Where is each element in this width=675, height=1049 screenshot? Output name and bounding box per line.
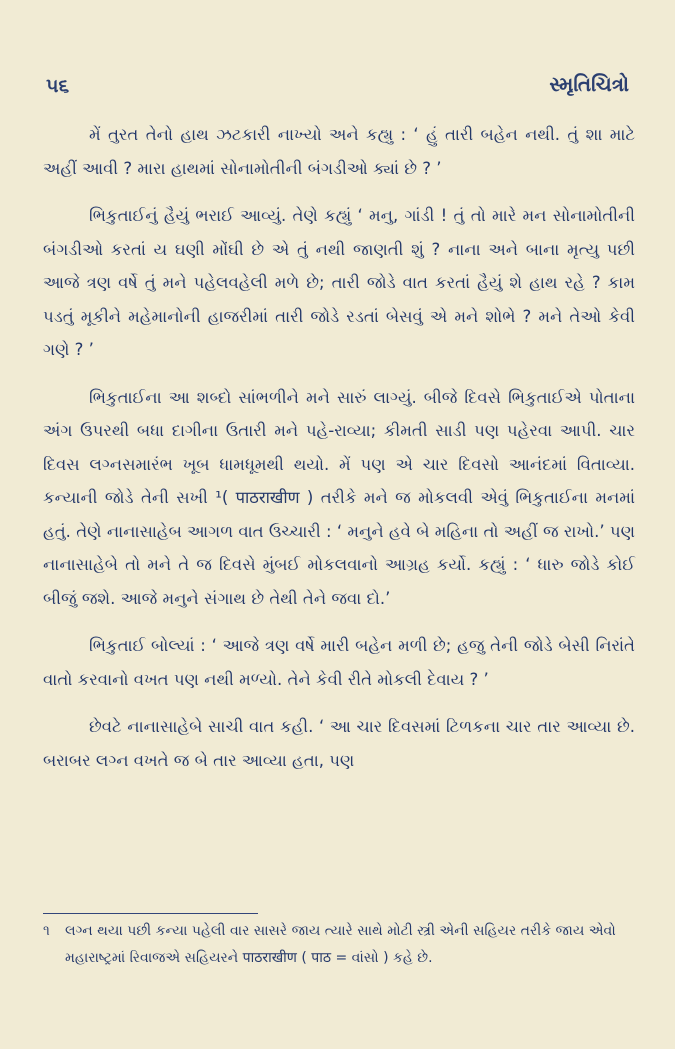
paragraph: મેં તુરત તેનો હાથ ઝટકારી નાખ્યો અને કહ્યુ : ‘ હું તારી બહેન નથી. તું શા માટે અહીં આવી ? મારા હાથમાં સોનામોતીની બંગડીઓ ક્યાં છે ? ’ (43, 125, 635, 178)
footnote-divider (43, 913, 258, 914)
paragraph: ભિકુતાઈનું હૈયું ભરાઈ આવ્યું. તેણે કહ્યું ‘ મનુ, ગાંડી ! તું તો મારે મન સોનામોતીની બંગડીઓ કરતાં ય ઘણી મોંઘી છે એ તું નથી જાણતી શું ? નાના અને બાના મૃત્યુ પછી આજે ત્રણ વર્ષે તું મને પહેલવહેલી મળે છે; તારી જોડે વાત કરતાં હૈયું શે હાથ રહે ? કામ પડતું મૂકીને મહેમાનોની હાજરીમાં તારી જોડે રડતાં બેસવું એ મને શોભે ? મને તેઓ કેવી ગણે ? ’ (43, 206, 635, 359)
page-number: ૫૬ (46, 75, 70, 97)
paragraph: ભિકુતાઈના આ શબ્દો સાંભળીને મને સારું લાગ્યું. બીજે દિવસે ભિકુતાઈએ પોતાના અંગ ઉપરથી બધા દાગીના ઉતારી મને પહે-રાવ્યા; કીમતી સાડી પણ પહેરવા આપી. ચાર દિવસ લગ્નસમારંભ ખૂબ ધામધૂમથી થયો. મેં પણ એ ચાર દિવસો આનંદમાં વિતાવ્યા. કન્યાની જોડે તેની સખી ¹( पाठराखीण ) તરીકે મને જ મોકલવી એવું ભિકુતાઈના મનમાં હતું. તેણે નાનાસાહેબ આગળ વાત ઉચ્ચારી : ‘ મનુને હવે બે મહિના તો અહીં જ રાખો.’ પણ નાનાસાહેબે તો મને તે જ દિવસે મુંબઈ મોકલવાનો આગ્રહ કર્યો. કહ્યું : ‘ ધારુ જોડે કોઈ બીજું જશે. આજે મનુને સંગાથ છે તેથી તેને જવા દો.’ (43, 387, 635, 608)
footnote (43, 918, 635, 972)
footnote-text: લગ્ન થયા પછી કન્યા પહેલી વાર સાસરે જાય ત્યારે સાથે મોટી સ્ત્રી એની સહિયર તરીકે જાય એવો મહારાષ્ટ્રમાં રિવાજએ સહિયરને पाठराखीण ( पाठ = વાંસો ) કહે છે. (65, 923, 616, 966)
paragraph: છેવટે નાનાસાહેબે સાચી વાત કહી. ‘ આ ચાર દિવસમાં ટિળકના ચાર તાર આવ્યા છે. બરાબર લગ્ન વખતે જ બે તાર આવ્યા હતા, પણ (43, 717, 635, 770)
body-text (43, 118, 635, 791)
running-head: સ્મૃતિચિત્રો (549, 72, 629, 96)
footnote-marker: ૧ (43, 923, 50, 939)
paragraph: ભિકુતાઈ બોલ્યાં : ‘ આજે ત્રણ વર્ષે મારી બહેન મળી છે; હજુ તેની જોડે બેસી નિરાંતે વાતો કરવાનો વખત પણ નથી મળ્યો. તેને કેવી રીતે મોકલી દેવાય ? ’ (43, 636, 635, 689)
